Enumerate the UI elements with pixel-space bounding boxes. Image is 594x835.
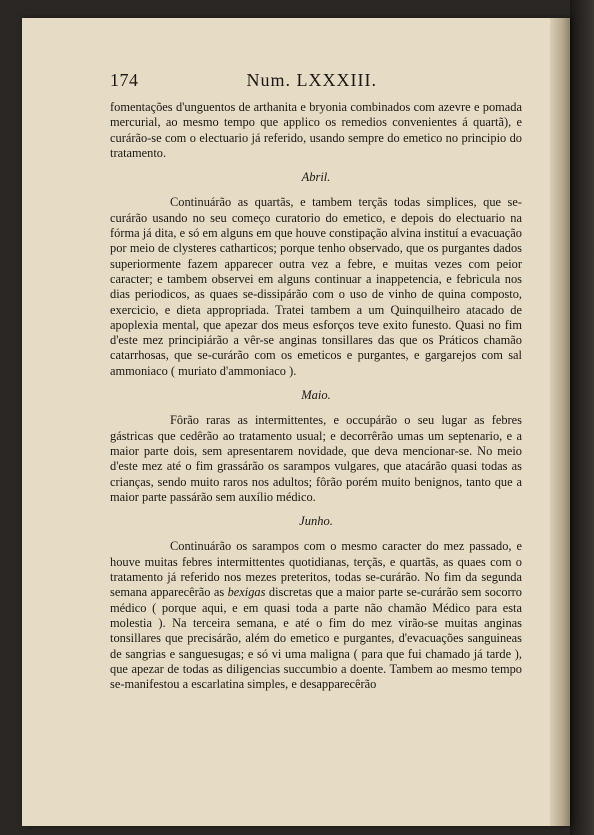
- italic-term-bexigas: bexigas: [227, 585, 266, 600]
- paragraph-continuation: fomentações d'unguentos de arthanita e bryonia combinados com azevre e pomada mercurial, ao mesmo tempo que applico os remedios convenientes á quartã), e curárão-se com o electuario já referido, usando sempre do emetico no principio do tratamento.: [110, 100, 522, 160]
- page-body: [110, 100, 522, 692]
- issue-number: Num. LXXXIII.: [246, 70, 377, 90]
- junho-text-part1: Continuárão os sarampos com o mesmo caracter do mez passado, e houve muitas febres intermittentes quotidianas, terçãs, e quartãs, as quaes com o tratamento já referido nos mezes preteritos, todas se-curárão. No fim da segunda semana apparecêrão as: [110, 539, 522, 600]
- running-head: [110, 70, 522, 91]
- month-heading-junho: Junho.: [299, 514, 333, 529]
- paragraph-junho: [110, 539, 522, 692]
- page-number: 174: [110, 70, 139, 90]
- paragraph-maio: Fôrão raras as intermittentes, e occupárão o seu lugar as febres gástricas que cedêrão ao tratamento usual; e decorrêrão umas um septenario, e a maior parte dois, sem apresentarem novidade, que deva mencionar-se. No meio d'este mez até o fim grassárão os sarampos vulgares, que atacárão quasi todas as crianças, sendo muito raros nos adultos; fôrão porém muito benignos, tanto que a maior parte passárão sem auxílio médico.: [110, 413, 522, 504]
- month-heading-maio: Maio.: [301, 388, 331, 403]
- month-heading-abril: Abril.: [301, 170, 331, 185]
- page-gutter: [550, 18, 570, 826]
- paragraph-abril: Continuárão as quartãs, e tambem terçãs todas simplices, que se-curárão usando no seu começo curatorio do emetico, e depois do electuario na fórma já dita, e só em alguns em que houve constipação alvina instituí a evacuação por meio de clysteres catharticos; porque tenho observado, que os purgantes dados superiormente fazem apparecer outra vez a febre, e muitas vezes com peior caracter; e tambem observei em alguns continuar a inappetencia, e febricula nos dias periodicos, as quaes se-dissipárão com o uso de vinho de quina composto, exercicio, e dieta appropriada. Tratei tambem a um Quinquilheiro atacado de apoplexia mental, que apezar dos meus esforços teve exito funesto. Quasi no fim d'este mez principiárão a vêr-se anginas tonsillares das que os Práticos chamão catarrhosas, que se-curárão com os emeticos e purgantes, e gargarejos com sal ammoniaco ( muriato d'ammoniaco ).: [110, 195, 522, 378]
- junho-text-part2: discretas que a maior parte se-curárão sem socorro médico ( porque aqui, e em quasi toda a parte não chamão Médico para esta molestia ). Na terceira semana, e até o fim do mez virão-se muitas anginas tonsillares que precisárão, além do emetico e purgantes, d'evacuações sanguineas de sangrias e sanguesugas; e só vi uma maligna ( para que fui chamado já tarde ), que apezar de todas as diligencias succumbio a doente. Tambem ao mesmo tempo se-manifestou a escarlatina simples, e desapparecêrão: [110, 585, 522, 692]
- book-edge: [570, 0, 594, 835]
